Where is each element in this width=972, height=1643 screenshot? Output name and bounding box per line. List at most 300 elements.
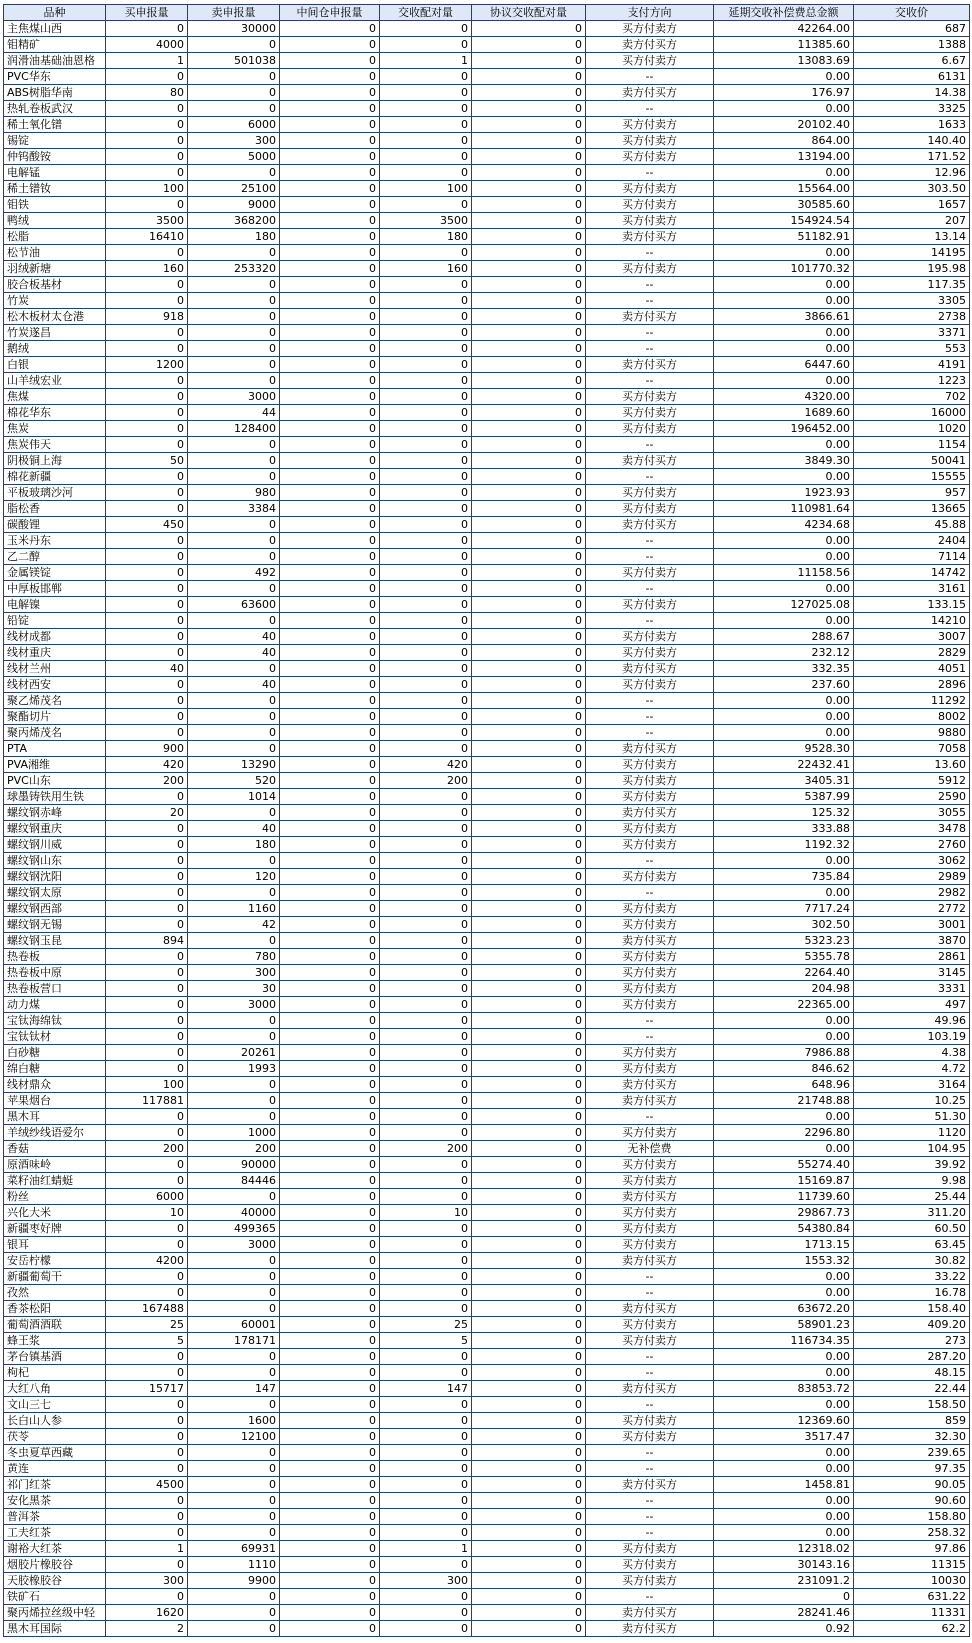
- delivery-matched-cell: 0: [380, 949, 472, 965]
- agreement-matched-cell: 0: [472, 1205, 586, 1221]
- payment-direction-cell: 买方付卖方: [586, 485, 714, 501]
- buy-declared-cell: 0: [106, 901, 188, 917]
- sell-declared-cell: 0: [188, 581, 280, 597]
- intermediate-declared-cell: 0: [280, 101, 380, 117]
- agreement-matched-cell: 0: [472, 869, 586, 885]
- table-row: [4, 245, 970, 261]
- intermediate-declared-cell: 0: [280, 853, 380, 869]
- sell-declared-cell: 0: [188, 277, 280, 293]
- intermediate-declared-cell: 0: [280, 181, 380, 197]
- buy-declared-cell: 0: [106, 565, 188, 581]
- delivery-matched-cell: 0: [380, 613, 472, 629]
- intermediate-declared-cell: 0: [280, 901, 380, 917]
- payment-direction-cell: 买方付卖方: [586, 1173, 714, 1189]
- product-cell: PTA: [4, 741, 106, 757]
- delivery-matched-cell: 0: [380, 677, 472, 693]
- table-row: [4, 325, 970, 341]
- delivery-matched-cell: 0: [380, 1621, 472, 1637]
- buy-declared-cell: 0: [106, 277, 188, 293]
- intermediate-declared-cell: 0: [280, 1269, 380, 1285]
- agreement-matched-cell: 0: [472, 437, 586, 453]
- agreement-matched-cell: 0: [472, 1557, 586, 1573]
- delivery-price-cell: 2829: [854, 645, 970, 661]
- payment-direction-cell: 买方付卖方: [586, 53, 714, 69]
- buy-declared-cell: 0: [106, 597, 188, 613]
- compensation-total-cell: 0.00: [714, 533, 854, 549]
- buy-declared-cell: 0: [106, 1397, 188, 1413]
- delivery-matched-cell: 1: [380, 1541, 472, 1557]
- sell-declared-cell: 42: [188, 917, 280, 933]
- intermediate-declared-cell: 0: [280, 1205, 380, 1221]
- compensation-total-cell: 864.00: [714, 133, 854, 149]
- col-header-compensation-total: 延期交收补偿费总金额: [714, 5, 854, 21]
- compensation-total-cell: 0.00: [714, 245, 854, 261]
- delivery-price-cell: 4051: [854, 661, 970, 677]
- table-row: [4, 1493, 970, 1509]
- buy-declared-cell: 0: [106, 21, 188, 37]
- delivery-price-cell: 5912: [854, 773, 970, 789]
- col-header-delivery-price: 交收价: [854, 5, 970, 21]
- payment-direction-cell: 卖方付买方: [586, 1093, 714, 1109]
- table-row: [4, 37, 970, 53]
- payment-direction-cell: 买方付卖方: [586, 21, 714, 37]
- agreement-matched-cell: 0: [472, 181, 586, 197]
- delivery-price-cell: 97.86: [854, 1541, 970, 1557]
- payment-direction-cell: --: [586, 1525, 714, 1541]
- compensation-total-cell: 176.97: [714, 85, 854, 101]
- buy-declared-cell: 0: [106, 885, 188, 901]
- compensation-total-cell: 0.00: [714, 277, 854, 293]
- delivery-price-cell: 33.22: [854, 1269, 970, 1285]
- product-cell: 工夫红茶: [4, 1525, 106, 1541]
- sell-declared-cell: 120: [188, 869, 280, 885]
- delivery-matched-cell: 0: [380, 453, 472, 469]
- table-row: [4, 1077, 970, 1093]
- agreement-matched-cell: 0: [472, 1365, 586, 1381]
- agreement-matched-cell: 0: [472, 885, 586, 901]
- table-row: [4, 1045, 970, 1061]
- product-cell: PVC华东: [4, 69, 106, 85]
- buy-declared-cell: 0: [106, 997, 188, 1013]
- compensation-total-cell: 0.00: [714, 1013, 854, 1029]
- intermediate-declared-cell: 0: [280, 1557, 380, 1573]
- product-cell: 松节油: [4, 245, 106, 261]
- buy-declared-cell: 0: [106, 981, 188, 997]
- table-row: [4, 1477, 970, 1493]
- compensation-total-cell: 0.00: [714, 1525, 854, 1541]
- table-row: [4, 1461, 970, 1477]
- agreement-matched-cell: 0: [472, 805, 586, 821]
- compensation-total-cell: 4320.00: [714, 389, 854, 405]
- intermediate-declared-cell: 0: [280, 533, 380, 549]
- delivery-matched-cell: 0: [380, 1397, 472, 1413]
- delivery-matched-cell: 0: [380, 373, 472, 389]
- buy-declared-cell: 0: [106, 837, 188, 853]
- table-row: [4, 853, 970, 869]
- delivery-matched-cell: 0: [380, 485, 472, 501]
- delivery-price-cell: 3161: [854, 581, 970, 597]
- buy-declared-cell: 0: [106, 1285, 188, 1301]
- delivery-matched-cell: 0: [380, 437, 472, 453]
- delivery-price-cell: 10030: [854, 1573, 970, 1589]
- intermediate-declared-cell: 0: [280, 1525, 380, 1541]
- sell-declared-cell: 0: [188, 805, 280, 821]
- table-row: [4, 1557, 970, 1573]
- table-row: [4, 1109, 970, 1125]
- buy-declared-cell: 0: [106, 293, 188, 309]
- sell-declared-cell: 0: [188, 37, 280, 53]
- buy-declared-cell: 0: [106, 1029, 188, 1045]
- payment-direction-cell: 买方付卖方: [586, 677, 714, 693]
- delivery-matched-cell: 0: [380, 325, 472, 341]
- agreement-matched-cell: 0: [472, 1509, 586, 1525]
- delivery-matched-cell: 200: [380, 773, 472, 789]
- agreement-matched-cell: 0: [472, 789, 586, 805]
- table-row: [4, 789, 970, 805]
- delivery-matched-cell: 0: [380, 549, 472, 565]
- intermediate-declared-cell: 0: [280, 917, 380, 933]
- agreement-matched-cell: 0: [472, 1269, 586, 1285]
- delivery-price-cell: 13.60: [854, 757, 970, 773]
- table-row: [4, 1317, 970, 1333]
- product-cell: 线材西安: [4, 677, 106, 693]
- buy-declared-cell: 0: [106, 1125, 188, 1141]
- agreement-matched-cell: 0: [472, 341, 586, 357]
- intermediate-declared-cell: 0: [280, 1365, 380, 1381]
- agreement-matched-cell: 0: [472, 485, 586, 501]
- agreement-matched-cell: 0: [472, 821, 586, 837]
- payment-direction-cell: 卖方付买方: [586, 357, 714, 373]
- product-cell: 热轧卷板武汉: [4, 101, 106, 117]
- compensation-total-cell: 110981.64: [714, 501, 854, 517]
- agreement-matched-cell: 0: [472, 165, 586, 181]
- table-row: [4, 1413, 970, 1429]
- agreement-matched-cell: 0: [472, 949, 586, 965]
- payment-direction-cell: 买方付卖方: [586, 837, 714, 853]
- payment-direction-cell: 买方付卖方: [586, 981, 714, 997]
- intermediate-declared-cell: 0: [280, 1077, 380, 1093]
- product-cell: 天胶橡胶谷: [4, 1573, 106, 1589]
- buy-declared-cell: 0: [106, 549, 188, 565]
- table-row: [4, 1189, 970, 1205]
- buy-declared-cell: 0: [106, 1237, 188, 1253]
- table-row: [4, 1381, 970, 1397]
- buy-declared-cell: 0: [106, 965, 188, 981]
- agreement-matched-cell: 0: [472, 1461, 586, 1477]
- payment-direction-cell: --: [586, 1285, 714, 1301]
- compensation-total-cell: 0: [714, 1589, 854, 1605]
- sell-declared-cell: 0: [188, 1301, 280, 1317]
- agreement-matched-cell: 0: [472, 405, 586, 421]
- compensation-total-cell: 735.84: [714, 869, 854, 885]
- delivery-matched-cell: 0: [380, 645, 472, 661]
- sell-declared-cell: 0: [188, 325, 280, 341]
- product-cell: 山羊绒宏业: [4, 373, 106, 389]
- buy-declared-cell: 0: [106, 1349, 188, 1365]
- delivery-matched-cell: 0: [380, 1477, 472, 1493]
- agreement-matched-cell: 0: [472, 277, 586, 293]
- table-row: [4, 1125, 970, 1141]
- sell-declared-cell: 0: [188, 1477, 280, 1493]
- sell-declared-cell: 253320: [188, 261, 280, 277]
- compensation-total-cell: 0.00: [714, 1141, 854, 1157]
- agreement-matched-cell: 0: [472, 309, 586, 325]
- agreement-matched-cell: 0: [472, 1157, 586, 1173]
- delivery-matched-cell: 0: [380, 389, 472, 405]
- buy-declared-cell: 1620: [106, 1605, 188, 1621]
- payment-direction-cell: --: [586, 165, 714, 181]
- intermediate-declared-cell: 0: [280, 1173, 380, 1189]
- payment-direction-cell: 卖方付买方: [586, 1621, 714, 1637]
- compensation-total-cell: 1553.32: [714, 1253, 854, 1269]
- payment-direction-cell: 卖方付买方: [586, 1189, 714, 1205]
- delivery-matched-cell: 0: [380, 709, 472, 725]
- compensation-total-cell: 0.00: [714, 1365, 854, 1381]
- intermediate-declared-cell: 0: [280, 1349, 380, 1365]
- delivery-matched-cell: 0: [380, 293, 472, 309]
- intermediate-declared-cell: 0: [280, 949, 380, 965]
- table-row: [4, 1093, 970, 1109]
- product-cell: 平板玻璃沙河: [4, 485, 106, 501]
- sell-declared-cell: 520: [188, 773, 280, 789]
- delivery-matched-cell: 0: [380, 1061, 472, 1077]
- agreement-matched-cell: 0: [472, 117, 586, 133]
- compensation-total-cell: 0.00: [714, 69, 854, 85]
- buy-declared-cell: 0: [106, 133, 188, 149]
- product-cell: 线材兰州: [4, 661, 106, 677]
- sell-declared-cell: 128400: [188, 421, 280, 437]
- intermediate-declared-cell: 0: [280, 933, 380, 949]
- table-row: [4, 149, 970, 165]
- product-cell: 银耳: [4, 1237, 106, 1253]
- table-row: [4, 85, 970, 101]
- delivery-price-cell: 3325: [854, 101, 970, 117]
- table-row: [4, 549, 970, 565]
- buy-declared-cell: 420: [106, 757, 188, 773]
- delivery-price-cell: 104.95: [854, 1141, 970, 1157]
- buy-declared-cell: 4200: [106, 1253, 188, 1269]
- sell-declared-cell: 12100: [188, 1429, 280, 1445]
- product-cell: 螺纹钢川威: [4, 837, 106, 853]
- compensation-total-cell: 22365.00: [714, 997, 854, 1013]
- sell-declared-cell: 0: [188, 1253, 280, 1269]
- agreement-matched-cell: 0: [472, 965, 586, 981]
- sell-declared-cell: 1110: [188, 1557, 280, 1573]
- sell-declared-cell: 0: [188, 517, 280, 533]
- intermediate-declared-cell: 0: [280, 149, 380, 165]
- delivery-matched-cell: 0: [380, 341, 472, 357]
- payment-direction-cell: --: [586, 613, 714, 629]
- product-cell: 黑木耳国际: [4, 1621, 106, 1637]
- agreement-matched-cell: 0: [472, 213, 586, 229]
- intermediate-declared-cell: 0: [280, 741, 380, 757]
- product-cell: 谢裕大红茶: [4, 1541, 106, 1557]
- sell-declared-cell: 0: [188, 1525, 280, 1541]
- payment-direction-cell: 无补偿费: [586, 1141, 714, 1157]
- delivery-matched-cell: 0: [380, 469, 472, 485]
- payment-direction-cell: --: [586, 325, 714, 341]
- compensation-total-cell: 20102.40: [714, 117, 854, 133]
- table-row: [4, 133, 970, 149]
- delivery-price-cell: 311.20: [854, 1205, 970, 1221]
- delivery-matched-cell: 0: [380, 1605, 472, 1621]
- product-cell: 文山三七: [4, 1397, 106, 1413]
- payment-direction-cell: 买方付卖方: [586, 117, 714, 133]
- product-cell: 螺纹钢山东: [4, 853, 106, 869]
- product-cell: 聚丙烯拉丝级中轻: [4, 1605, 106, 1621]
- sell-declared-cell: 63600: [188, 597, 280, 613]
- table-row: [4, 421, 970, 437]
- product-cell: 黄连: [4, 1461, 106, 1477]
- table-row: [4, 1141, 970, 1157]
- agreement-matched-cell: 0: [472, 565, 586, 581]
- compensation-total-cell: 1923.93: [714, 485, 854, 501]
- delivery-matched-cell: 0: [380, 1029, 472, 1045]
- intermediate-declared-cell: 0: [280, 1381, 380, 1397]
- delivery-matched-cell: 0: [380, 1589, 472, 1605]
- agreement-matched-cell: 0: [472, 1525, 586, 1541]
- sell-declared-cell: 25100: [188, 181, 280, 197]
- buy-declared-cell: 2: [106, 1621, 188, 1637]
- product-cell: 螺纹钢太原: [4, 885, 106, 901]
- intermediate-declared-cell: 0: [280, 293, 380, 309]
- sell-declared-cell: 0: [188, 165, 280, 181]
- buy-declared-cell: 0: [106, 1221, 188, 1237]
- buy-declared-cell: 0: [106, 709, 188, 725]
- delivery-price-cell: 859: [854, 1413, 970, 1429]
- agreement-matched-cell: 0: [472, 1573, 586, 1589]
- product-cell: 冬虫夏草西藏: [4, 1445, 106, 1461]
- delivery-matched-cell: 0: [380, 661, 472, 677]
- delivery-matched-cell: 0: [380, 885, 472, 901]
- agreement-matched-cell: 0: [472, 725, 586, 741]
- payment-direction-cell: --: [586, 1269, 714, 1285]
- product-cell: 香菇: [4, 1141, 106, 1157]
- delivery-matched-cell: 147: [380, 1381, 472, 1397]
- agreement-matched-cell: 0: [472, 661, 586, 677]
- sell-declared-cell: 0: [188, 1621, 280, 1637]
- buy-declared-cell: 0: [106, 1445, 188, 1461]
- table-row: [4, 277, 970, 293]
- agreement-matched-cell: 0: [472, 245, 586, 261]
- compensation-total-cell: 7986.88: [714, 1045, 854, 1061]
- delivery-price-cell: 49.96: [854, 1013, 970, 1029]
- table-row: [4, 373, 970, 389]
- sell-declared-cell: 6000: [188, 117, 280, 133]
- buy-declared-cell: 117881: [106, 1093, 188, 1109]
- product-cell: 螺纹钢赤峰: [4, 805, 106, 821]
- delivery-matched-cell: 0: [380, 277, 472, 293]
- product-cell: 聚乙烯茂名: [4, 693, 106, 709]
- buy-declared-cell: 0: [106, 373, 188, 389]
- delivery-matched-cell: 0: [380, 1013, 472, 1029]
- payment-direction-cell: 买方付卖方: [586, 1413, 714, 1429]
- buy-declared-cell: 0: [106, 533, 188, 549]
- buy-declared-cell: 15717: [106, 1381, 188, 1397]
- delivery-matched-cell: 300: [380, 1573, 472, 1589]
- sell-declared-cell: 9000: [188, 197, 280, 213]
- delivery-price-cell: 631.22: [854, 1589, 970, 1605]
- delivery-price-cell: 11292: [854, 693, 970, 709]
- table-row: [4, 1605, 970, 1621]
- buy-declared-cell: 0: [106, 917, 188, 933]
- table-row: [4, 1621, 970, 1637]
- delivery-price-cell: 3371: [854, 325, 970, 341]
- buy-declared-cell: 0: [106, 1589, 188, 1605]
- delivery-matched-cell: 0: [380, 901, 472, 917]
- delivery-matched-cell: 0: [380, 1509, 472, 1525]
- product-cell: 孜然: [4, 1285, 106, 1301]
- delivery-price-cell: 3305: [854, 293, 970, 309]
- table-row: [4, 1173, 970, 1189]
- agreement-matched-cell: 0: [472, 981, 586, 997]
- table-row: [4, 773, 970, 789]
- table-row: [4, 69, 970, 85]
- product-cell: 螺纹钢无锡: [4, 917, 106, 933]
- intermediate-declared-cell: 0: [280, 1317, 380, 1333]
- delivery-price-cell: 2590: [854, 789, 970, 805]
- delivery-matched-cell: 0: [380, 149, 472, 165]
- buy-declared-cell: 0: [106, 613, 188, 629]
- payment-direction-cell: 买方付卖方: [586, 1541, 714, 1557]
- sell-declared-cell: 1600: [188, 1413, 280, 1429]
- delivery-matched-cell: 0: [380, 1125, 472, 1141]
- product-cell: 钼铁: [4, 197, 106, 213]
- payment-direction-cell: 买方付卖方: [586, 501, 714, 517]
- delivery-matched-cell: 0: [380, 725, 472, 741]
- payment-direction-cell: 买方付卖方: [586, 1333, 714, 1349]
- delivery-matched-cell: 160: [380, 261, 472, 277]
- delivery-matched-cell: 0: [380, 405, 472, 421]
- product-cell: 聚丙烯茂名: [4, 725, 106, 741]
- sell-declared-cell: 5000: [188, 149, 280, 165]
- product-cell: 球墨铸铁用生铁: [4, 789, 106, 805]
- buy-declared-cell: 0: [106, 1269, 188, 1285]
- compensation-total-cell: 21748.88: [714, 1093, 854, 1109]
- intermediate-declared-cell: 0: [280, 197, 380, 213]
- payment-direction-cell: 买方付卖方: [586, 1317, 714, 1333]
- compensation-total-cell: 2264.40: [714, 965, 854, 981]
- delivery-price-cell: 207: [854, 213, 970, 229]
- compensation-total-cell: 28241.46: [714, 1605, 854, 1621]
- delivery-price-cell: 90.60: [854, 1493, 970, 1509]
- table-row: [4, 629, 970, 645]
- agreement-matched-cell: 0: [472, 69, 586, 85]
- delivery-price-cell: 1020: [854, 421, 970, 437]
- agreement-matched-cell: 0: [472, 549, 586, 565]
- table-row: [4, 229, 970, 245]
- sell-declared-cell: 0: [188, 1285, 280, 1301]
- table-row: [4, 293, 970, 309]
- table-row: [4, 1237, 970, 1253]
- delivery-price-cell: 239.65: [854, 1445, 970, 1461]
- delivery-price-cell: 7114: [854, 549, 970, 565]
- table-row: [4, 981, 970, 997]
- agreement-matched-cell: 0: [472, 469, 586, 485]
- buy-declared-cell: 0: [106, 821, 188, 837]
- payment-direction-cell: 卖方付买方: [586, 37, 714, 53]
- sell-declared-cell: 0: [188, 725, 280, 741]
- intermediate-declared-cell: 0: [280, 1413, 380, 1429]
- sell-declared-cell: 0: [188, 709, 280, 725]
- agreement-matched-cell: 0: [472, 85, 586, 101]
- agreement-matched-cell: 0: [472, 1061, 586, 1077]
- payment-direction-cell: 买方付卖方: [586, 789, 714, 805]
- delivery-matched-cell: 0: [380, 117, 472, 133]
- product-cell: 烟胶片橡胶谷: [4, 1557, 106, 1573]
- col-header-payment-direction: 支付方向: [586, 5, 714, 21]
- agreement-matched-cell: 0: [472, 1237, 586, 1253]
